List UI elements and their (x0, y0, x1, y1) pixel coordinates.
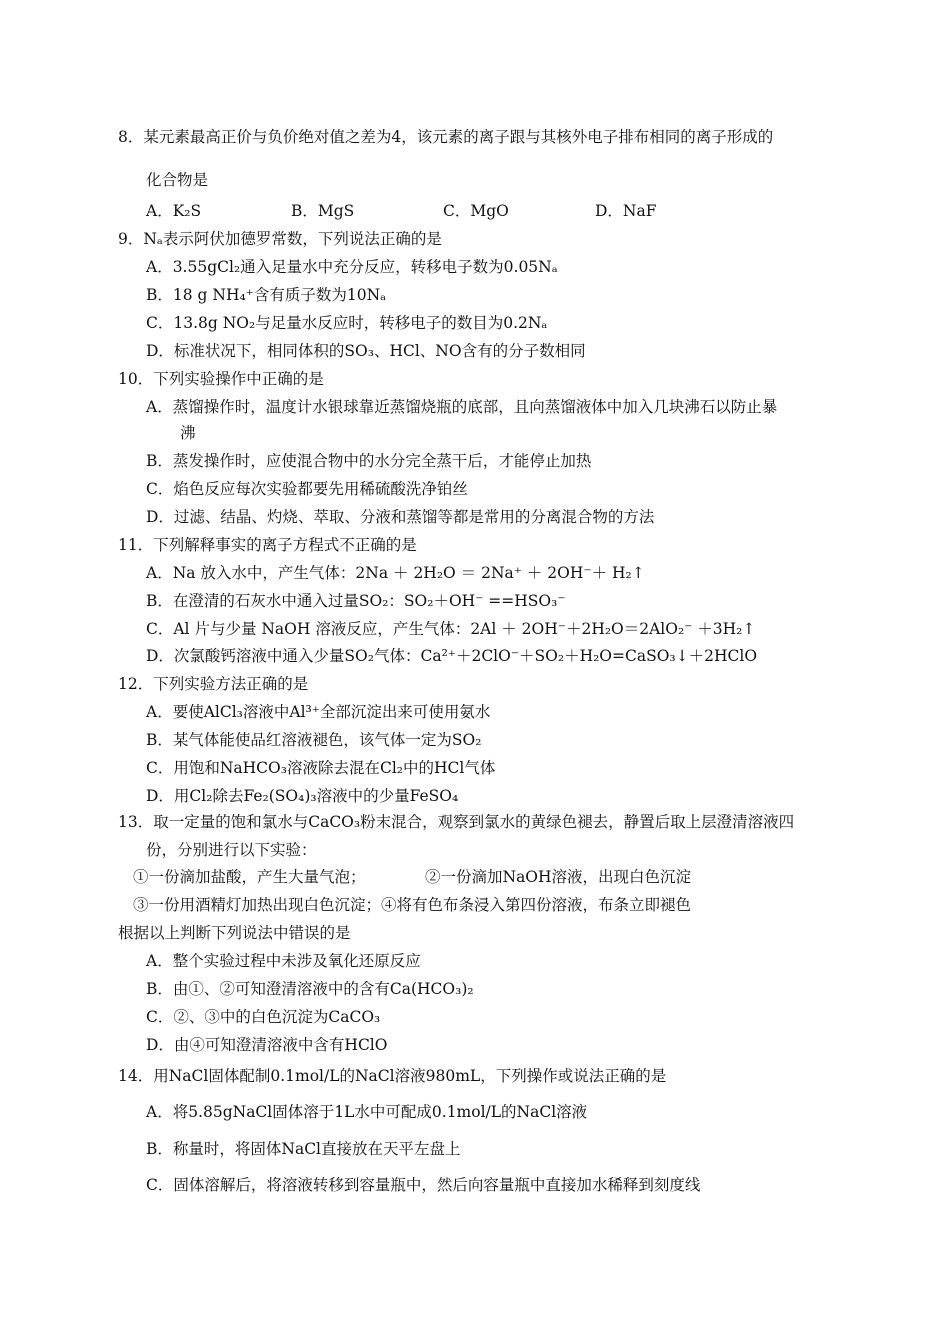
q13-option-b: B．由①、②可知澄清溶液中的含有Ca(HCO₃)₂ (146, 980, 474, 998)
q13-experiment-2: ②一份滴加NaOH溶液，出现白色沉淀 (425, 868, 692, 886)
q14-option-c: C．固体溶解后，将溶液转移到容量瓶中，然后向容量瓶中直接加水稀释到刻度线 (146, 1176, 701, 1194)
q8-option-c: C．MgO (443, 202, 509, 220)
q13-option-c: C．②、③中的白色沉淀为CaCO₃ (146, 1008, 381, 1026)
q10-stem: 10．下列实验操作中正确的是 (118, 370, 324, 388)
q10-option-a-continued: 沸 (180, 424, 196, 442)
q11-option-d: D．次氯酸钙溶液中通入少量SO₂气体：Ca²⁺＋2ClO⁻＋SO₂＋H₂O=CaSO₃↓＋2HClO (146, 647, 758, 665)
q10-option-c: C．焰色反应每次实验都要先用稀硫酸洗净铂丝 (146, 480, 468, 498)
q8-option-b: B．MgS (291, 202, 355, 220)
q13-experiments-3-4: ③一份用酒精灯加热出现白色沉淀；④将有色布条浸入第四份溶液，布条立即褪色 (133, 896, 692, 914)
q11-stem: 11．下列解释事实的离子方程式不正确的是 (118, 536, 417, 554)
q12-stem: 12．下列实验方法正确的是 (118, 675, 309, 693)
q10-option-b: B．蒸发操作时，应使混合物中的水分完全蒸干后，才能停止加热 (146, 452, 592, 470)
q8-stem: 8．某元素最高正价与负价绝对值之差为4，该元素的离子跟与其核外电子排布相同的离子形成的 (118, 128, 774, 146)
q12-option-c: C．用饱和NaHCO₃溶液除去混在Cl₂中的HCl气体 (146, 759, 496, 777)
q11-option-b: B．在澄清的石灰水中通入过量SO₂：SO₂＋OH⁻ ==HSO₃⁻ (146, 592, 566, 610)
q9-option-c: C．13.8g NO₂与足量水反应时，转移电子的数目为0.2Nₐ (146, 314, 548, 332)
q9-option-b: B．18 g NH₄⁺含有质子数为10Nₐ (146, 286, 387, 304)
q11-option-a: A．Na 放入水中，产生气体：2Na ＋ 2H₂O ＝ 2Na⁺ ＋ 2OH⁻＋ H₂↑ (146, 564, 645, 582)
q9-option-a: A．3.55gCl₂通入足量水中充分反应，转移电子数为0.05Nₐ (146, 258, 558, 276)
q10-option-d: D．过滤、结晶、灼烧、萃取、分液和蒸馏等都是常用的分离混合物的方法 (146, 508, 655, 526)
q12-option-b: B．某气体能使品红溶液褪色，该气体一定为SO₂ (146, 731, 482, 749)
q13-judge-prompt: 根据以上判断下列说法中错误的是 (118, 924, 351, 942)
q13-option-d: D．由④可知澄清溶液中含有HClO (146, 1036, 388, 1054)
q8-stem-continued: 化合物是 (146, 171, 209, 189)
q13-option-a: A．整个实验过程中未涉及氧化还原反应 (146, 952, 421, 970)
q8-option-d: D．NaF (595, 202, 657, 220)
q12-option-d: D．用Cl₂除去Fe₂(SO₄)₃溶液中的少量FeSO₄ (146, 787, 459, 805)
q14-option-a: A．将5.85gNaCl固体溶于1L水中可配成0.1mol/L的NaCl溶液 (146, 1103, 588, 1121)
q14-option-b: B．称量时，将固体NaCl直接放在天平左盘上 (146, 1140, 461, 1158)
q9-stem: 9．Nₐ表示阿伏加德罗常数，下列说法正确的是 (118, 230, 442, 248)
q8-option-a: A．K₂S (146, 202, 202, 220)
q13-stem-continued: 份，分别进行以下实验： (146, 841, 317, 859)
q11-option-c: C．Al 片与少量 NaOH 溶液反应，产生气体：2Al ＋ 2OH⁻＋2H₂O＝2AlO₂⁻ ＋3H₂↑ (146, 620, 756, 638)
q9-option-d: D．标准状况下，相同体积的SO₃、HCl、NO含有的分子数相同 (146, 342, 586, 360)
q13-stem: 13．取一定量的饱和氯水与CaCO₃粉末混合，观察到氯水的黄绿色褪去，静置后取上层澄清溶液四 (118, 813, 795, 831)
q14-stem: 14．用NaCl固体配制0.1mol/L的NaCl溶液980mL，下列操作或说法正确的是 (118, 1067, 667, 1085)
q13-experiment-1: ①一份滴加盐酸，产生大量气泡； (133, 868, 366, 886)
q10-option-a: A．蒸馏操作时，温度计水银球靠近蒸馏烧瓶的底部，且向蒸馏液体中加入几块沸石以防止暴 (146, 398, 778, 416)
q12-option-a: A．要使AlCl₃溶液中Al³⁺全部沉淀出来可使用氨水 (146, 703, 491, 721)
